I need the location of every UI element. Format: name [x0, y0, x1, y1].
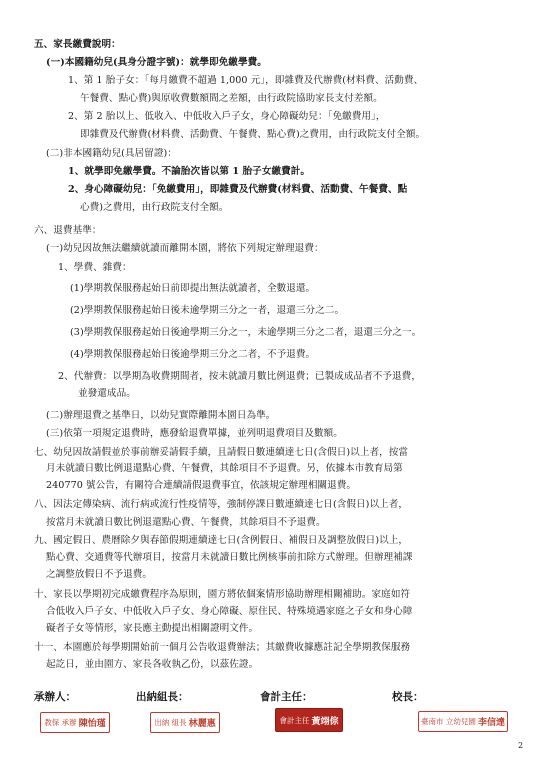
text-line: 起訖日，並由園方、家長各收執乙份，以茲佐證。: [46, 659, 259, 670]
text-line: (一)本國籍幼兒(具身分證字號)：就學即免繳學費。: [46, 57, 267, 68]
principal-seal-stamp: 臺南市 立幼兒園 李信達: [418, 711, 508, 732]
text-line: 2、代辦費：以學期為收費期間者，按未就讀月數比例退費；已製成成品者不予退費，: [58, 371, 421, 382]
section-10-line: 十、家長以學期初完成繳費程序為原則，園方將依個案情形協助辦理相關補助。家庭如符: [34, 589, 411, 600]
text-line: 礙者子女等情形，家長應主動提出相關證明文件。: [46, 623, 259, 634]
text-line: 午餐費、點心費)與原收費數額間之差額，由行政院協助家長支付差額。: [80, 93, 383, 104]
section-11-line: 十一、本園應於每學期開始前一個月公告收退費辦法；其繳費收據應註記全學期教保服務: [34, 642, 411, 653]
section-8-line: 八、因法定傳染病、流行病或流行性疫情等，強制停課日數連續達七日(含假日)以上者，: [34, 499, 409, 510]
text-line: (二)非本國籍幼兒(具居留證)：: [46, 148, 177, 159]
text-line: (4)學期教保服務起始日後逾學期三分之二者，不予退費。: [70, 349, 316, 360]
text-line: 1、第 1 胎子女：「每月繳費不超過 1,000 元」，即雜費及代辦費(材料費、活動費、: [68, 75, 424, 86]
section-9-line: 九、國定假日、農曆除夕與春節假期連續達七日(含例假日、補假日及調整放假日)以上，: [34, 535, 409, 546]
text-line: (1)學期教保服務起始日前即提出無法就讀者，全數退還。: [70, 283, 316, 294]
text-line: 即雜費及代辦費(材料費、活動費、午餐費、點心費)之費用，由行政院支付全額。: [80, 129, 426, 140]
principal-label: 校長：: [392, 691, 424, 703]
text-line: 240770 號公告，有關符合連續請假退費事宜，依該規定辦理相關退費。: [46, 480, 357, 491]
text-line: 月未就讀日數比例退還點心費、午餐費，其餘項目不予退費。另，依據本市教育局第: [46, 463, 403, 474]
text-line: 2、身心障礙幼兒：「免繳費用」，即雜費及代辦費(材料費、活動費、午餐費、點: [68, 184, 408, 195]
text-line: 之調整放假日不予退費。: [46, 569, 153, 580]
cashier-seal-stamp: 出納 組長 林麗惠: [150, 712, 220, 733]
text-line: (一)幼兒因故無法繼續就讀而離開本園，將依下列規定辦理退費：: [46, 243, 324, 254]
text-line: 1、就學即免繳學費。不論胎次皆以第 1 胎子女繳費計。: [68, 166, 311, 177]
page-number: 2: [518, 741, 524, 750]
text-line: (三)依第一項規定退費時，應發給退費單據，並列明退費項目及數額。: [46, 428, 343, 439]
text-line: 合低收入戶子女、中低收入戶子女、身心障礙、原住民、特殊境遇家庭之子女和身心障: [46, 606, 413, 617]
text-line: 並發還成品。: [78, 388, 136, 399]
cashier-label: 出納組長：: [136, 691, 189, 703]
text-line: 按當月未就讀日數比例退還點心費、午餐費，其餘項目不予退費。: [46, 517, 326, 528]
text-line: 2、第 2 胎以上、低收入、中低收入戶子女，身心障礙幼兒：「免繳費用」，: [68, 111, 386, 122]
section-7-line: 七、幼兒因故請假並於事前辦妥請假手續，且請假日數連續達七日(含假日)以上者，按當: [34, 447, 409, 458]
text-line: 心費)之費用，由行政院支付全額。: [80, 202, 229, 213]
handler-seal-stamp: 教保 承辦 陳怡瑾: [40, 712, 110, 733]
section-5-heading: 五、家長繳費說明：: [34, 39, 121, 50]
text-line: (2)學期教保服務起始日後未逾學期三分之一者，退還三分之二。: [70, 305, 345, 316]
accountant-seal-stamp: 會計主任 黃翊倧: [275, 708, 343, 732]
section-6-heading: 六、退費基準：: [34, 225, 102, 236]
text-line: (二)辦理退費之基準日，以幼兒實際離開本園日為準。: [46, 410, 276, 421]
text-line: (3)學期教保服務起始日後逾學期三分之一，未逾學期三分之二者，退還三分之一。: [70, 327, 422, 338]
accountant-label: 會計主任：: [260, 691, 313, 703]
text-line: 1、學費、雜費：: [58, 262, 132, 273]
text-line: 點心費、交通費等代辦項目，按當月未就讀日數比例核事前扣除方式辦理。但辦理補課: [46, 552, 413, 563]
handler-label: 承辦人：: [34, 691, 76, 703]
